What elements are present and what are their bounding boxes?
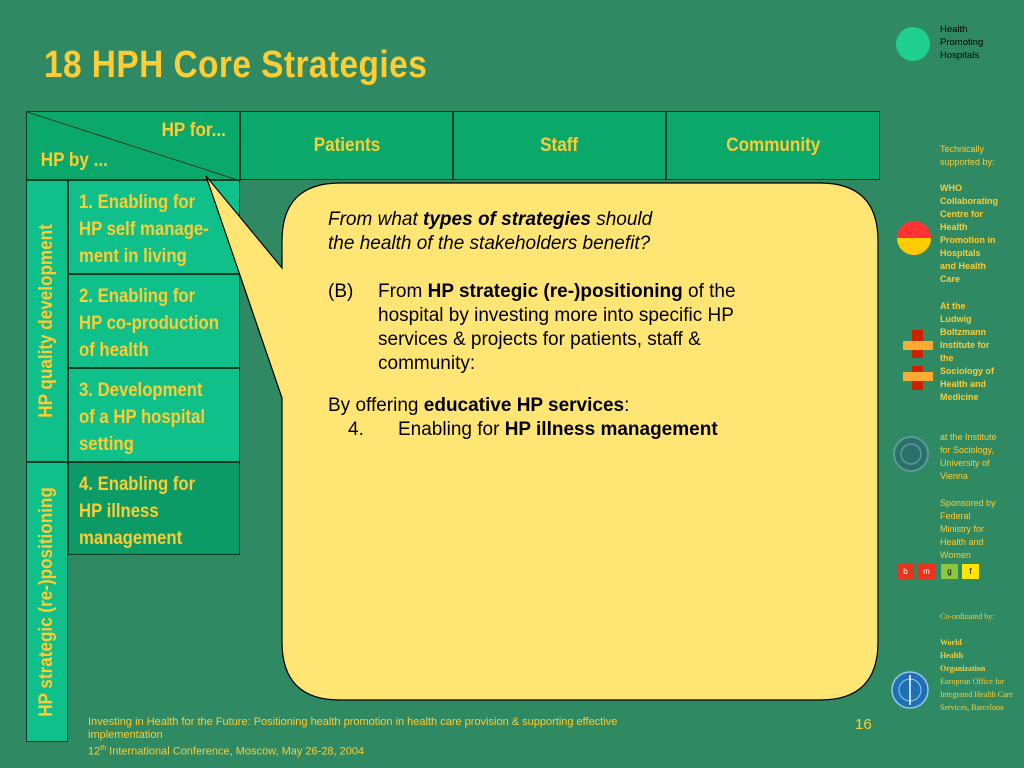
who-collaborating-centre: WHO Collaborating Centre for Health Promotion in Hospitals and Health Care (940, 183, 998, 284)
callout-b-line1: (B) From HP strategic (re-)positioning of the (328, 281, 736, 302)
hph-logo-circle-icon (896, 27, 930, 61)
callout-question-line2: the health of the stakeholders benefit? (328, 233, 651, 254)
bmgf-logo-f: f (962, 564, 979, 579)
column-header-community: Community (666, 111, 880, 180)
university-seal-icon (893, 436, 929, 472)
bmgf-logo-m: m (918, 564, 935, 579)
callout-question-line1: From what types of strategies should (328, 209, 653, 230)
who-emblem-icon (890, 670, 930, 710)
who-organization: World Health Organization (940, 638, 986, 673)
lbi-logo-icon (903, 330, 933, 390)
hph-label: Health Promoting Hospitals (940, 24, 984, 61)
corner-hp-by: HP by ... (40, 150, 108, 171)
page-number: 16 (855, 716, 872, 733)
coordinated-by: Co-ordinated by: (940, 612, 995, 621)
technically-supported: Technically supported by: (940, 144, 995, 167)
group-label-positioning: HP strategic (re-)positioning (26, 462, 68, 742)
callout-text (328, 208, 858, 442)
row-2-enabling-co-production: 2. Enabling for HP co-production of health (68, 274, 240, 368)
group-label-quality: HP quality development (26, 180, 68, 462)
ludwig-boltzmann-institute: At the Ludwig Boltzmann Institute for the Sociology of Health and Medicine (940, 301, 994, 402)
callout-offering-line: By offering educative HP services: (328, 395, 630, 416)
bmgf-logo-b: b (897, 564, 914, 579)
row-4-illness-management: 4. Enabling for HP illness management (68, 462, 240, 555)
column-header-patients: Patients (240, 111, 453, 180)
corner-hp-for: HP for... (161, 120, 226, 141)
column-header-staff: Staff (453, 111, 666, 180)
callout-b-line2: hospital by investing more into specific HP (378, 305, 734, 326)
bmgf-logo-g: g (941, 564, 958, 579)
slide-title: 18 HPH Core Strategies (44, 44, 428, 86)
row-3-hospital-setting: 3. Development of a HP hospital setting (68, 368, 240, 462)
callout-b-line4: community: (378, 353, 476, 374)
institute-sociology: at the Institute for Sociology, University of Vienna (940, 432, 997, 481)
row-1-enabling-self-management: 1. Enabling for HP self manage- ment in living (68, 180, 240, 274)
sponsored-by: Sponsored by Federal Ministry for Health and Women (940, 498, 996, 560)
callout-item-4: 4. Enabling for HP illness management (348, 419, 718, 440)
callout-b-line3: services & projects for patients, staff & (378, 329, 701, 350)
footer-conference: Investing in Health for the Future: Positioning health promotion in health care provision & supporting effective implementation 12th International Conference, Moscow, May 26-28, 2004 (88, 716, 618, 758)
who-european-office: European Office for Integrated Health Care Services, Barcelona (940, 677, 1013, 712)
who-cc-logo-icon (896, 220, 932, 256)
